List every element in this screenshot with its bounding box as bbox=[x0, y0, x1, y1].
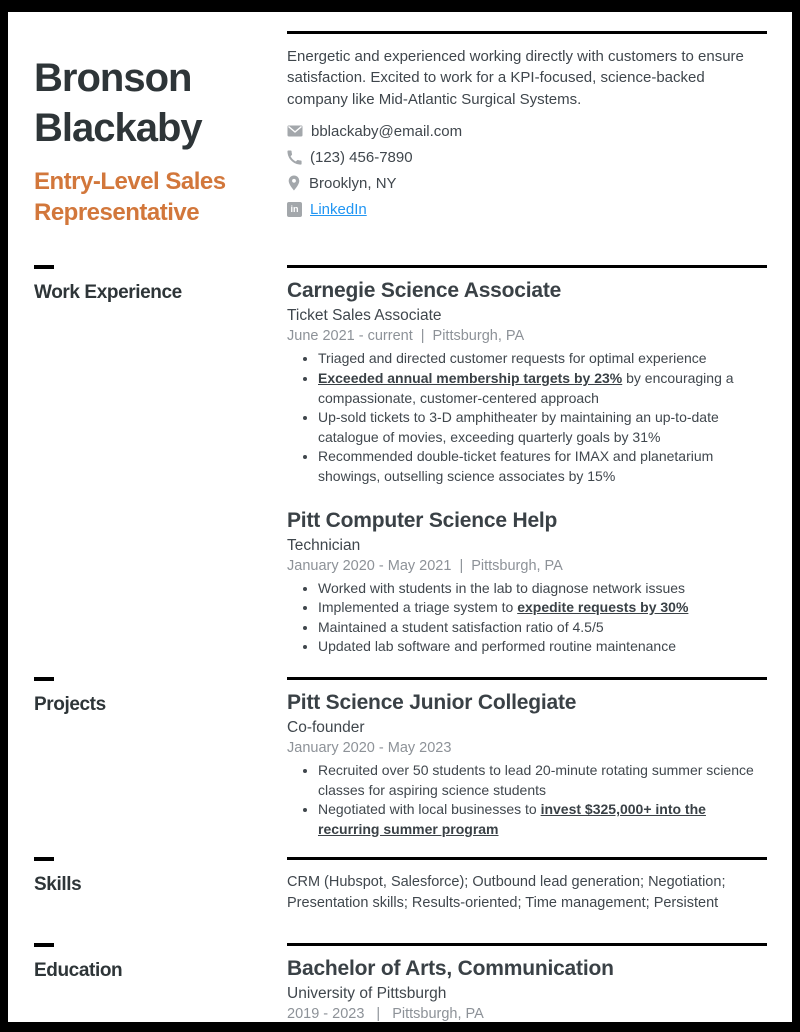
job-entry bbox=[287, 279, 767, 486]
location-pin-icon bbox=[287, 175, 301, 191]
linkedin-icon: in bbox=[287, 202, 302, 217]
education-heading-block bbox=[34, 943, 287, 1022]
contact-linkedin bbox=[287, 201, 767, 218]
section-rule bbox=[287, 943, 767, 946]
header-right bbox=[287, 31, 767, 228]
education-degree: Bachelor of Arts, Communication bbox=[287, 957, 614, 981]
phone-icon bbox=[287, 150, 302, 165]
job-role: Ticket Sales Associate bbox=[287, 307, 442, 325]
person-job-title: Entry-Level Sales Representative bbox=[34, 168, 226, 226]
projects-heading: Projects bbox=[34, 693, 106, 715]
skills-section bbox=[34, 857, 767, 914]
education-content bbox=[287, 943, 767, 1022]
location-text: Brooklyn, NY bbox=[309, 174, 397, 192]
section-rule bbox=[287, 265, 767, 268]
bullet-item: • Exceeded annual membership targets by 23% by encouraging a compassionate, customer-centered approach bbox=[318, 369, 767, 408]
bullet-item: • Recruited over 50 students to lead 20-minute rotating summer science classes for aspiring science students bbox=[318, 761, 767, 800]
separator: | bbox=[459, 557, 464, 574]
email-text: bblackaby@email.com bbox=[311, 122, 463, 140]
header-left bbox=[34, 31, 287, 228]
project-role: Co-founder bbox=[287, 718, 365, 736]
section-rule bbox=[287, 857, 767, 860]
bullet-item: • Recommended double-ticket features for IMAX and planetarium showings, outselling science associates by 15% bbox=[318, 447, 767, 486]
project-entry bbox=[287, 691, 767, 839]
phone-text: (123) 456-7890 bbox=[310, 148, 413, 166]
contact-list bbox=[287, 123, 767, 218]
section-rule bbox=[287, 31, 767, 34]
work-heading: Work Experience bbox=[34, 282, 182, 304]
job-company: Carnegie Science Associate bbox=[287, 279, 562, 303]
job-bullet-list bbox=[287, 579, 767, 657]
heading-dash bbox=[34, 943, 54, 947]
email-icon bbox=[287, 124, 303, 138]
heading-dash bbox=[34, 265, 54, 269]
bullet-item: • Negotiated with local businesses to invest $325,000+ into the recurring summer program bbox=[318, 800, 767, 839]
bullet-item: • Updated lab software and performed routine maintenance bbox=[318, 637, 767, 657]
bullet-item: • Implemented a triage system to expedite requests by 30% bbox=[318, 598, 767, 618]
projects-entries bbox=[287, 677, 767, 839]
education-entry bbox=[287, 957, 767, 1022]
education-dates: 2019 - 2023 bbox=[287, 1006, 365, 1023]
section-rule bbox=[287, 677, 767, 680]
education-dates-line bbox=[287, 1006, 767, 1022]
skills-heading-block bbox=[34, 857, 287, 914]
work-experience-section bbox=[34, 265, 767, 657]
bullet-item: • Worked with students in the lab to diagnose network issues bbox=[318, 579, 767, 599]
linkedin-link[interactable]: LinkedIn bbox=[310, 200, 367, 218]
project-dates-line bbox=[287, 740, 767, 756]
skills-text: CRM (Hubspot, Salesforce); Outbound lead generation; Negotiation; Presentation skills; Results-oriented; Time management; Persistent bbox=[287, 874, 726, 912]
job-role: Technician bbox=[287, 536, 361, 554]
job-dates-line bbox=[287, 558, 767, 574]
summary-text: Energetic and experienced working directly with customers to ensure satisfaction. Excited to work for a KPI-focused, science-backed company like Mid-Atlantic Surgical Systems. bbox=[287, 48, 744, 108]
job-dates: June 2021 - current bbox=[287, 328, 413, 345]
skills-content bbox=[287, 857, 767, 914]
header-section bbox=[34, 31, 767, 228]
separator: | bbox=[420, 328, 425, 345]
project-name: Pitt Science Junior Collegiate bbox=[287, 690, 577, 714]
person-name: Bronson Blackaby bbox=[34, 56, 202, 150]
project-bullet-list bbox=[287, 761, 767, 839]
education-school: University of Pittsburgh bbox=[287, 985, 447, 1003]
education-location: Pittsburgh, PA bbox=[392, 1006, 484, 1023]
education-section bbox=[34, 943, 767, 1022]
project-dates: January 2020 - May 2023 bbox=[287, 739, 452, 756]
job-dates: January 2020 - May 2021 bbox=[287, 557, 452, 574]
contact-phone bbox=[287, 149, 767, 166]
job-location: Pittsburgh, PA bbox=[432, 328, 525, 345]
separator: | bbox=[376, 1006, 381, 1023]
bullet-item: • Maintained a student satisfaction ratio of 4.5/5 bbox=[318, 618, 767, 638]
job-dates-line bbox=[287, 328, 767, 344]
bullet-item: • Triaged and directed customer requests for optimal experience bbox=[318, 349, 767, 369]
job-company: Pitt Computer Science Help bbox=[287, 508, 558, 532]
contact-email bbox=[287, 123, 767, 140]
skills-heading: Skills bbox=[34, 874, 82, 896]
heading-dash bbox=[34, 677, 54, 681]
projects-section bbox=[34, 677, 767, 839]
job-bullet-list bbox=[287, 349, 767, 486]
job-entry bbox=[287, 509, 767, 657]
projects-heading-block bbox=[34, 677, 287, 839]
bullet-item: • Up-sold tickets to 3-D amphitheater by maintaining an up-to-date catalogue of movies, exceeding quarterly goals by 31% bbox=[318, 408, 767, 447]
work-entries bbox=[287, 265, 767, 657]
work-heading-block bbox=[34, 265, 287, 657]
education-heading: Education bbox=[34, 960, 123, 982]
job-location: Pittsburgh, PA bbox=[471, 557, 563, 574]
heading-dash bbox=[34, 857, 54, 861]
contact-location bbox=[287, 175, 767, 192]
